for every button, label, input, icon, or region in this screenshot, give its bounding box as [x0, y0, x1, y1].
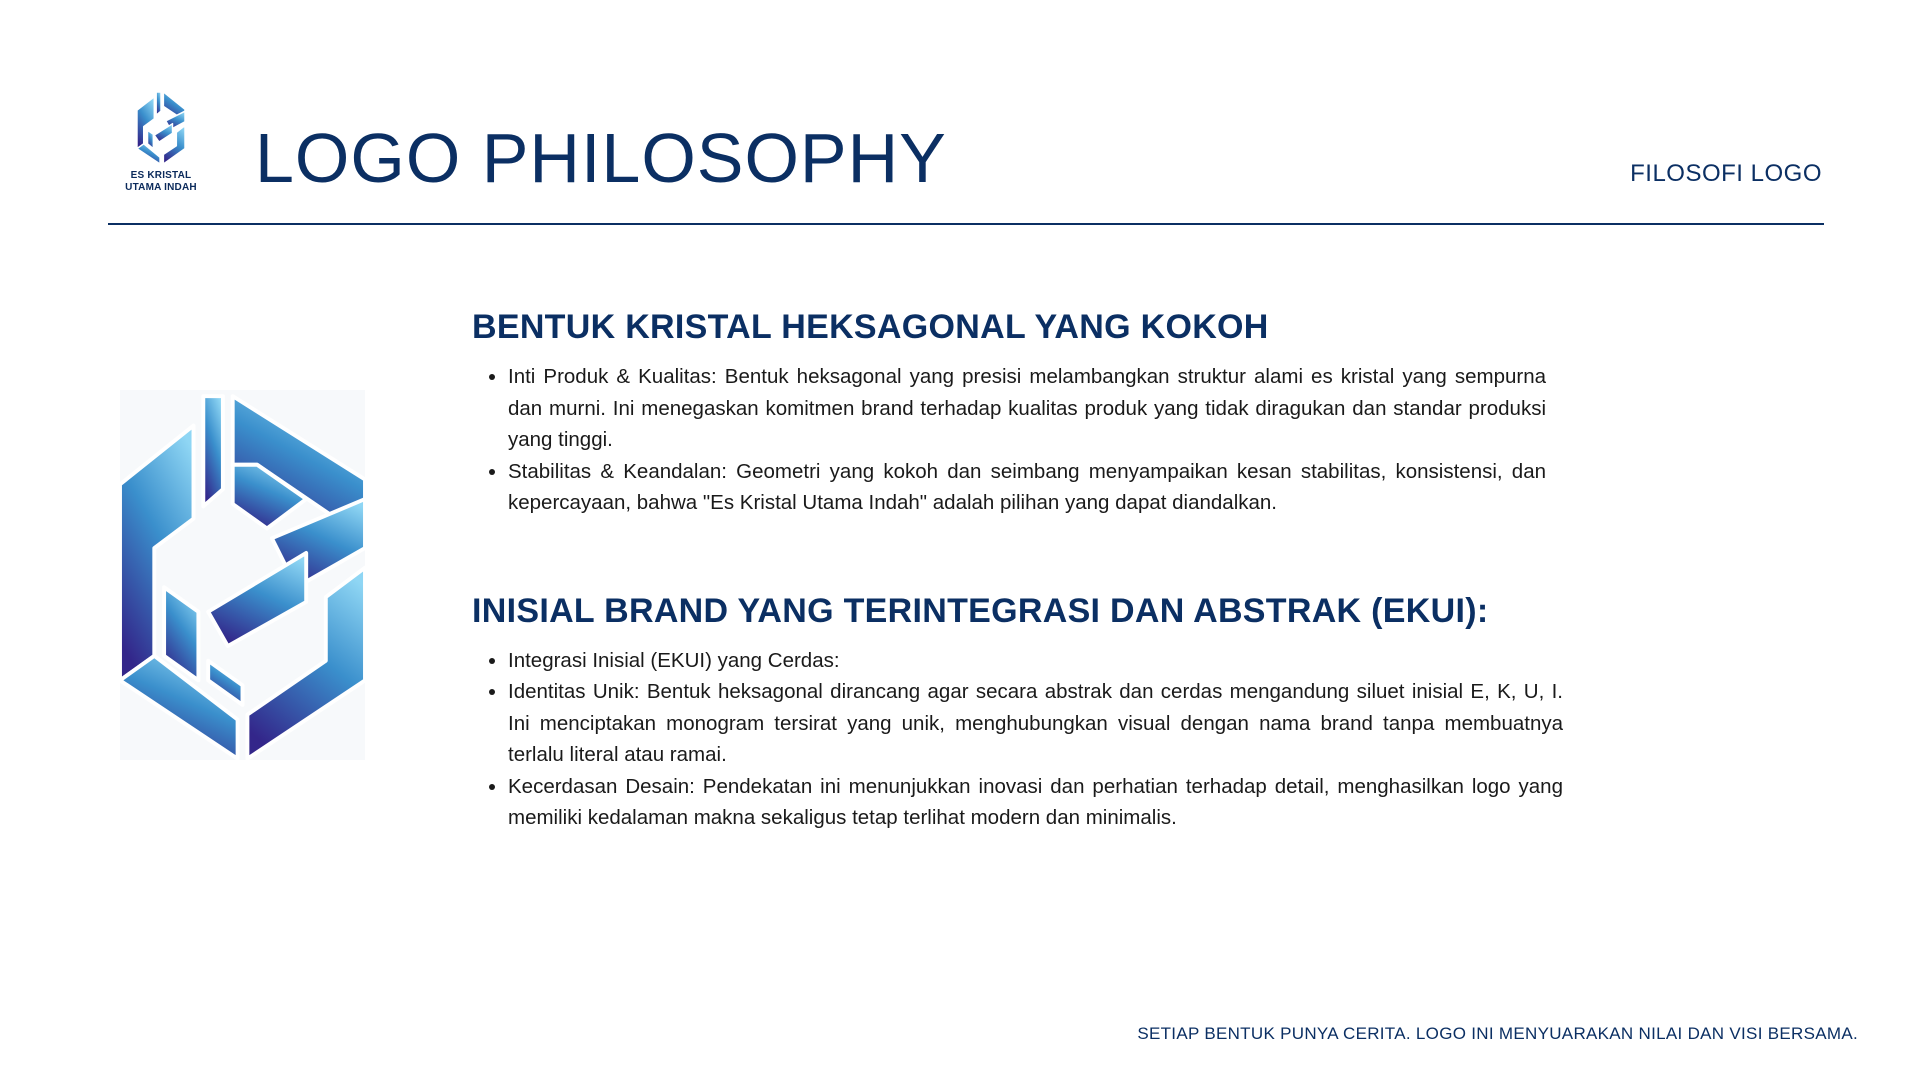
- page-subtitle: FILOSOFI LOGO: [1630, 160, 1822, 187]
- section-brand-initials: [472, 589, 1563, 834]
- list-item: • Stabilitas & Keandalan: Geometri yang kokoh dan seimbang menyampaikan kesan stabilitas, konsistensi, dan kepercayaan, bahwa "Es Kristal Utama Indah" adalah pilihan yang dapat diandalkan.: [508, 456, 1546, 519]
- hexagon-crystal-logo-icon: [136, 92, 186, 164]
- header-divider: [108, 223, 1824, 225]
- footer-tagline: SETIAP BENTUK PUNYA CERITA. LOGO INI MENYUARAKAN NILAI DAN VISI BERSAMA.: [1137, 1024, 1858, 1043]
- header-logo: [120, 92, 202, 194]
- header-logo-text: [120, 170, 202, 194]
- section-heading: BENTUK KRISTAL HEKSAGONAL YANG KOKOH: [472, 308, 1269, 346]
- list-item: • Integrasi Inisial (EKUI) yang Cerdas:: [508, 645, 1563, 677]
- page-title: LOGO PHILOSOPHY: [255, 119, 947, 197]
- list-item: • Kecerdasan Desain: Pendekatan ini menunjukkan inovasi dan perhatian terhadap detail, menghasilkan logo yang memiliki kedalaman makna sekaligus tetap terlihat modern dan minimalis.: [508, 771, 1563, 834]
- bullet-list: [472, 645, 1563, 834]
- list-item: • Identitas Unik: Bentuk heksagonal dirancang agar secara abstrak dan cerdas mengandung siluet inisial E, K, U, I. Ini menciptakan monogram tersirat yang unik, menghubungkan visual dengan nama brand tanpa membuatnya terlalu literal atau ramai.: [508, 676, 1563, 771]
- list-item: • Inti Produk & Kualitas: Bentuk heksagonal yang presisi melambangkan struktur alami es kristal yang sempurna dan murni. Ini menegaskan komitmen brand terhadap kualitas produk yang tidak diragukan dan standar produksi yang tinggi.: [508, 361, 1546, 456]
- section-heading: INISIAL BRAND YANG TERINTEGRASI DAN ABSTRAK (EKUI):: [472, 591, 1489, 630]
- logo-text-line1: ES KRISTAL: [130, 170, 192, 181]
- section-hexagonal-crystal: [472, 305, 1563, 519]
- content-area: [472, 305, 1563, 834]
- hexagon-crystal-logo-icon: [120, 390, 365, 760]
- bullet-list: [472, 361, 1546, 519]
- main-logo: [120, 390, 365, 765]
- logo-text-line2: UTAMA INDAH: [125, 182, 197, 193]
